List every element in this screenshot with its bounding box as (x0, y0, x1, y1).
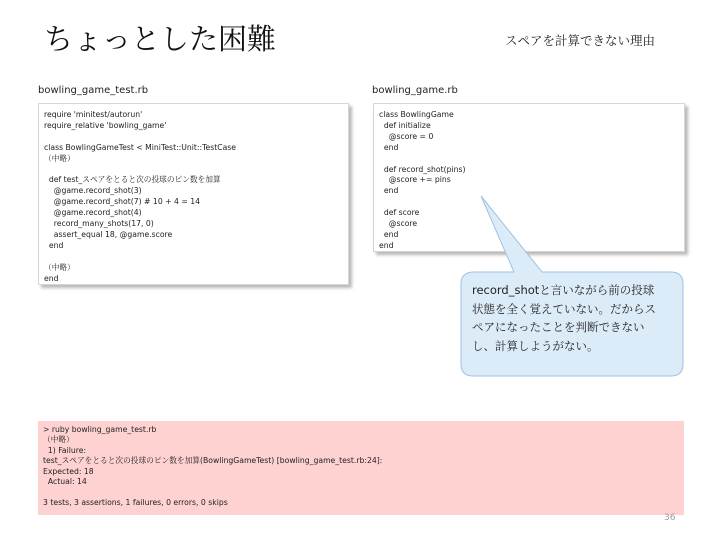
terminal-output-panel (38, 421, 684, 515)
slide-title: ちょっとした困難 (44, 22, 277, 56)
test-file-label: bowling_game_test.rb (38, 85, 149, 96)
page-number: 36 (664, 513, 676, 523)
terminal-output: > ruby bowling_game_test.rb （中略） 1) Failure: test_スペアをとると次の投球のピン数を加算(BowlingGameTest) [bowling_game_test.rb:24]: Expected: 18 Actual: 14 3 tests, 3 assertions, 1 failures, 0 errors, 0 skips (43, 425, 383, 507)
impl-code: class BowlingGame def initialize @score = 0 end def record_shot(pins) @score += pins end def score @score end end (379, 110, 466, 250)
slide-subtitle: スペアを計算できない理由 (505, 33, 656, 48)
test-code: require 'minitest/autorun' require_relative 'bowling_game' class BowlingGameTest < MiniTest::Unit::TestCase （中略） def test_スペアをとると次の投球のピン数を加算 @game.record_shot(3) @game.record_shot(7) # 10 + 4 = 14 @game.record_shot(4) record_many_shots(17, 0) assert_equal 18, @game.score end （中略） end (44, 110, 237, 283)
impl-file-label: bowling_game.rb (372, 85, 458, 96)
callout-text: record_shotと言いながら前の投球状態を全く覚えていない。だからスペアになったことを判断できないし、計算しようがない。 (472, 283, 656, 353)
